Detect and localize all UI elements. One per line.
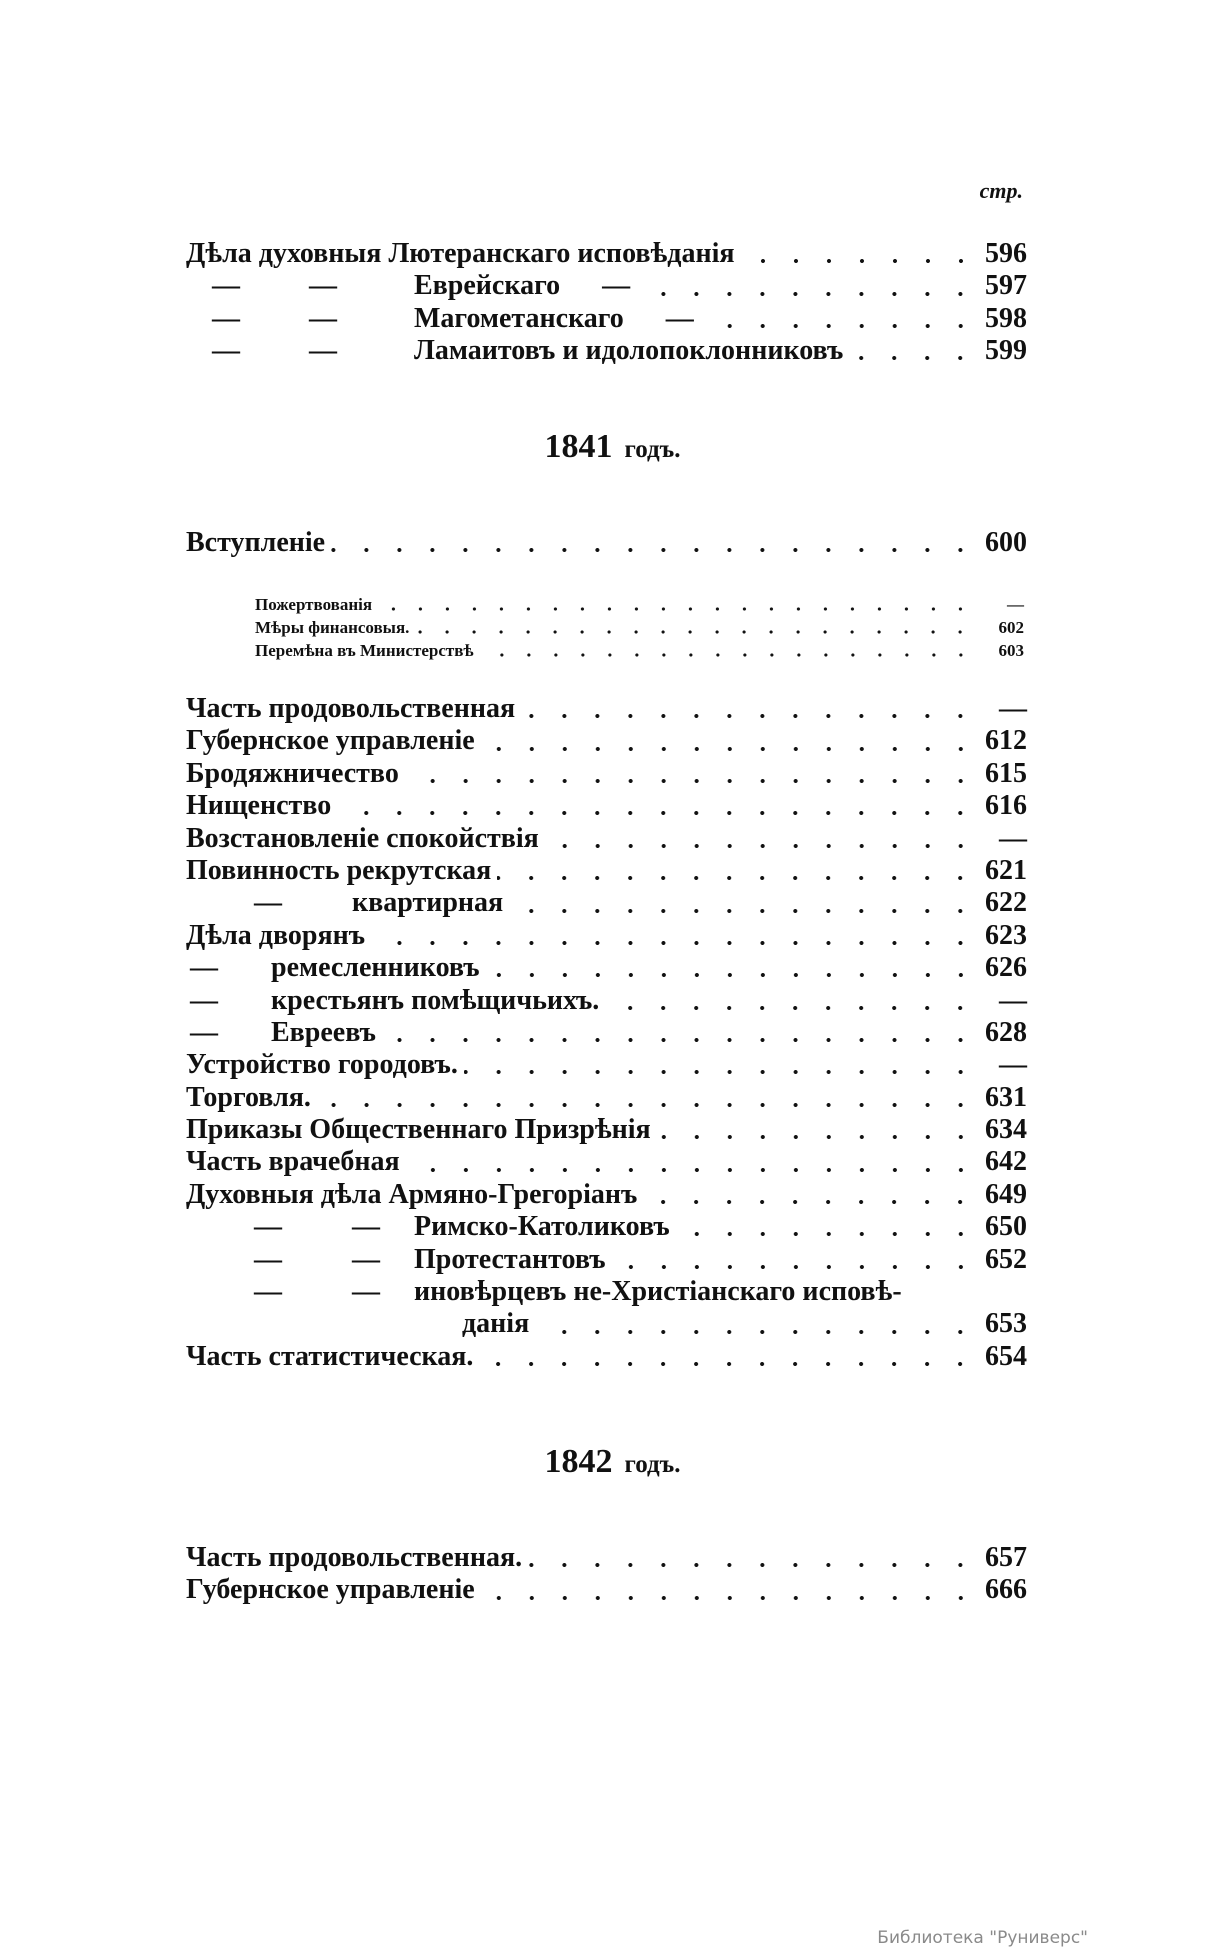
toc-row <box>186 1146 1027 1178</box>
ditto-dash: — <box>212 270 240 302</box>
toc-label: Торговля. <box>186 1081 311 1113</box>
leader-dots <box>337 809 977 817</box>
toc-row <box>186 1341 1027 1373</box>
toc-row <box>186 855 1027 887</box>
toc-list-1842 <box>186 1542 1027 1607</box>
toc-row <box>186 1114 1027 1146</box>
toc-row <box>186 1082 1027 1114</box>
toc-row <box>186 1211 1027 1243</box>
toc-row <box>186 238 1027 270</box>
leader-dots <box>371 939 977 947</box>
leader-dots <box>378 606 974 612</box>
leader-dots <box>612 1263 977 1271</box>
ditto-dash: — <box>190 952 218 984</box>
intro-subsections <box>255 593 1024 662</box>
toc-label: Часть статистическая. <box>186 1340 474 1372</box>
toc-row <box>186 790 1027 822</box>
toc-label: Духовныя дѣла Армяно-Грегоріанъ <box>186 1178 638 1210</box>
ditto-dash: — <box>254 1211 282 1243</box>
toc-page: — <box>999 822 1027 854</box>
leader-dots <box>415 629 974 635</box>
ditto-dash: — <box>352 1211 380 1243</box>
leader-dots <box>486 971 977 979</box>
toc-label: Повинность рекрутская <box>186 854 492 886</box>
toc-page: 654 <box>985 1340 1027 1372</box>
leader-dots <box>406 1166 977 1174</box>
ditto-dash: — <box>190 1016 218 1048</box>
toc-page: 649 <box>985 1178 1027 1210</box>
page-column-label: стр. <box>979 178 1023 203</box>
toc-label: Бродяжничество <box>186 757 399 789</box>
toc-label: квартирная <box>352 887 504 919</box>
toc-page: — <box>1007 595 1024 614</box>
toc-subrow <box>255 639 1024 662</box>
toc-page: 653 <box>985 1308 1027 1340</box>
toc-label: Мѣры финансовыя. <box>255 618 410 637</box>
toc-label: Приказы Общественнаго Призрѣнія <box>186 1114 651 1146</box>
toc-label: Магометанскаго — <box>414 302 694 334</box>
leader-dots <box>636 290 977 298</box>
toc-page: 597 <box>985 270 1027 302</box>
toc-row <box>186 303 1027 335</box>
toc-label: Губернское управленіе <box>186 1574 475 1606</box>
toc-page: 626 <box>985 952 1027 984</box>
toc-page: 596 <box>985 238 1027 269</box>
ditto-dash: — <box>212 335 240 367</box>
toc-label: Римско-Католиковъ <box>414 1211 670 1243</box>
toc-label: Евреевъ <box>271 1016 376 1048</box>
toc-page: 612 <box>985 725 1027 757</box>
toc-label: Нищенство <box>186 790 332 822</box>
ditto-dash: — <box>254 887 282 919</box>
toc-page: 652 <box>985 1243 1027 1275</box>
toc-page: 628 <box>985 1016 1027 1048</box>
toc-page: 650 <box>985 1211 1027 1243</box>
leader-dots <box>405 777 977 785</box>
toc-label: Ламаитовъ и идолопоклонниковъ <box>414 335 844 367</box>
toc-subrow <box>255 616 1024 639</box>
leader-dots <box>700 322 977 330</box>
ditto-dash: — <box>254 1243 282 1275</box>
toc-row <box>186 1017 1027 1049</box>
toc-label: Еврейскаго — <box>414 270 631 302</box>
toc-label: иновѣрцевъ не-Христіанскаго исповѣ- <box>414 1276 902 1308</box>
intro-section <box>186 527 1027 559</box>
toc-label: Пожертвованія <box>255 595 373 614</box>
toc-row <box>186 1542 1027 1574</box>
toc-page: 621 <box>985 854 1027 886</box>
toc-page: 603 <box>998 641 1024 660</box>
toc-label-continuation: данія <box>462 1308 530 1340</box>
toc-row <box>186 952 1027 984</box>
toc-row <box>186 823 1027 855</box>
leader-dots <box>479 1360 977 1368</box>
section-1840-end <box>186 238 1027 368</box>
toc-page: 599 <box>985 335 1027 367</box>
toc-row <box>186 1244 1027 1276</box>
toc-label: ремесленниковъ <box>271 952 480 984</box>
toc-row <box>186 920 1027 952</box>
leader-dots <box>528 1561 977 1569</box>
leader-dots <box>741 257 977 265</box>
leader-dots <box>676 1230 977 1238</box>
toc-list-1841 <box>186 693 1027 1373</box>
leader-dots <box>464 1068 977 1076</box>
year-word: годъ. <box>624 1451 681 1478</box>
toc-subrow <box>255 593 1024 616</box>
toc-row <box>186 725 1027 757</box>
toc-label: Дѣла духовныя Лютеранскаго исповѣданія <box>186 238 735 269</box>
toc-label: Возстановленіе спокойствія <box>186 822 539 854</box>
ditto-dash: — <box>309 302 337 334</box>
leader-dots <box>481 1594 977 1602</box>
year: 1841 <box>544 428 613 465</box>
toc-label: Часть продовольственная. <box>186 1542 523 1573</box>
toc-page: — <box>999 1049 1027 1081</box>
toc-page: 657 <box>985 1542 1027 1573</box>
leader-dots <box>605 1004 977 1012</box>
toc-row <box>186 693 1027 725</box>
ditto-dash: — <box>309 335 337 367</box>
toc-row <box>186 1276 1027 1308</box>
toc-page: — <box>999 693 1027 724</box>
toc-label: Перемѣна въ Министерствѣ <box>255 641 474 660</box>
toc-label: Губернское управленіе <box>186 725 475 757</box>
leader-dots <box>545 842 977 850</box>
toc-row <box>186 527 1027 559</box>
toc-label: Протестантовъ <box>414 1243 606 1275</box>
leader-dots <box>535 1328 977 1336</box>
leader-dots <box>509 907 977 915</box>
toc-page: 642 <box>985 1146 1027 1178</box>
toc-page: 600 <box>985 527 1027 558</box>
toc-row <box>186 1574 1027 1606</box>
toc-row <box>186 758 1027 790</box>
leader-dots <box>521 712 977 720</box>
leader-dots <box>480 652 974 658</box>
year-word: годъ. <box>624 436 681 463</box>
leader-dots <box>481 745 977 753</box>
toc-row <box>186 335 1027 367</box>
toc-label: Часть врачебная <box>186 1146 400 1178</box>
year: 1842 <box>544 1443 613 1480</box>
toc-page: 602 <box>998 618 1024 637</box>
toc-label: Устройство городовъ. <box>186 1049 458 1081</box>
ditto-dash: — <box>190 984 218 1016</box>
leader-dots <box>317 1101 977 1109</box>
toc-page: 616 <box>985 790 1027 822</box>
toc-page: 634 <box>985 1114 1027 1146</box>
year-heading-1842 <box>0 1443 1225 1481</box>
toc-page: 631 <box>985 1081 1027 1113</box>
toc-row <box>186 887 1027 919</box>
toc-label: крестьянъ помѣщичьихъ. <box>271 984 600 1016</box>
library-watermark: Библиотека "Руниверс" <box>877 1928 1088 1948</box>
toc-label: Дѣла дворянъ <box>186 919 366 951</box>
leader-dots <box>382 1036 977 1044</box>
toc-page: 623 <box>985 919 1027 951</box>
ditto-dash: — <box>212 302 240 334</box>
ditto-dash: — <box>309 270 337 302</box>
toc-page: 615 <box>985 757 1027 789</box>
toc-row <box>186 1179 1027 1211</box>
toc-page: 598 <box>985 302 1027 334</box>
leader-dots <box>643 1198 977 1206</box>
toc-row <box>186 985 1027 1017</box>
toc-page: 666 <box>985 1574 1027 1606</box>
toc-page: — <box>999 984 1027 1016</box>
ditto-dash: — <box>352 1276 380 1308</box>
toc-label: Часть продовольственная <box>186 693 516 724</box>
leader-dots <box>331 546 977 554</box>
leader-dots <box>497 874 977 882</box>
leader-dots <box>849 354 977 362</box>
leader-dots <box>657 1133 977 1141</box>
toc-label: Вступленіе <box>186 527 326 558</box>
toc-row-continuation <box>186 1308 1027 1340</box>
ditto-dash: — <box>352 1243 380 1275</box>
toc-row <box>186 1049 1027 1081</box>
toc-row <box>186 270 1027 302</box>
toc-page: 622 <box>985 887 1027 919</box>
year-heading-1841 <box>0 428 1225 466</box>
ditto-dash: — <box>254 1276 282 1308</box>
